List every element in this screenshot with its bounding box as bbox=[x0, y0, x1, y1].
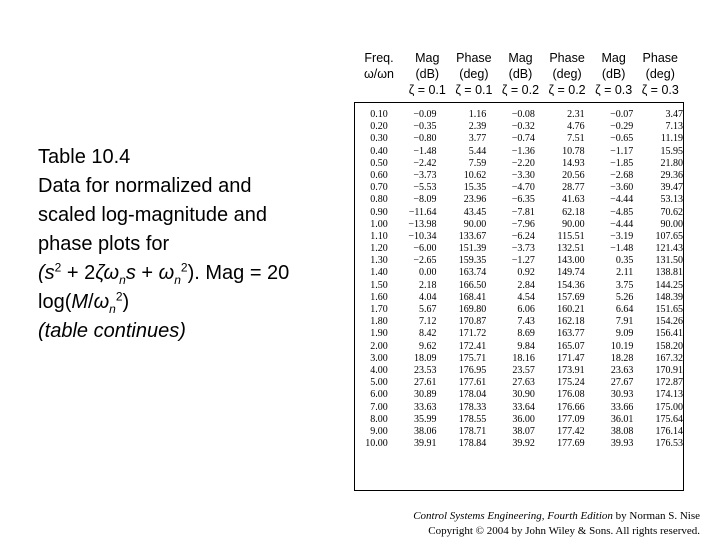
header-cell: ζ = 0.2 bbox=[548, 83, 586, 97]
data-table bbox=[354, 102, 684, 491]
value-cell: −4.70 bbox=[511, 182, 535, 194]
value-cell: 2.39 bbox=[468, 121, 487, 133]
value-cell: 33.66 bbox=[610, 401, 634, 413]
caption-log-expression bbox=[38, 288, 348, 317]
value-cell: 151.65 bbox=[655, 304, 684, 315]
freq-cell: 1.40 bbox=[370, 267, 388, 279]
value-cell: 39.93 bbox=[610, 438, 634, 450]
expr-omega: ω bbox=[158, 262, 175, 284]
value-cell: 138.81 bbox=[655, 267, 684, 279]
value-cell: 18.09 bbox=[414, 352, 437, 364]
value-cell: 177.69 bbox=[557, 438, 585, 450]
header-cell: ω/ωn bbox=[364, 67, 394, 81]
freq-cell: 9.00 bbox=[370, 425, 388, 437]
value-cell: 174.13 bbox=[655, 389, 684, 401]
value-cell: 121.43 bbox=[655, 243, 684, 255]
value-cell: 149.74 bbox=[557, 267, 585, 279]
value-cell: −0.09 bbox=[413, 109, 437, 120]
value-cell: 35.99 bbox=[414, 413, 437, 425]
value-cell: 170.91 bbox=[655, 364, 684, 376]
table-row bbox=[355, 353, 683, 365]
header-cell: Mag bbox=[415, 51, 440, 65]
value-cell: 175.24 bbox=[557, 377, 585, 389]
value-cell: 14.93 bbox=[562, 157, 585, 169]
value-cell: 7.59 bbox=[468, 157, 487, 169]
value-cell: −1.48 bbox=[413, 145, 437, 157]
header-cell: ζ = 0.1 bbox=[455, 83, 493, 97]
expr-zeta-omega: ζω bbox=[95, 262, 120, 284]
value-cell: 62.18 bbox=[562, 206, 585, 218]
footer-copyright: Copyright © 2004 by John Wiley & Sons. All rights reserved. bbox=[428, 525, 700, 537]
value-cell: 3.47 bbox=[665, 109, 684, 120]
value-cell: −0.74 bbox=[511, 133, 535, 145]
value-cell: 23.57 bbox=[512, 364, 535, 376]
table-row bbox=[355, 267, 683, 279]
value-cell: 38.07 bbox=[512, 425, 535, 437]
value-cell: −0.35 bbox=[413, 121, 437, 133]
value-cell: 90.00 bbox=[463, 218, 487, 230]
value-cell: 159.35 bbox=[458, 255, 487, 267]
header-cell: Mag bbox=[601, 51, 626, 65]
freq-cell: 6.00 bbox=[370, 389, 388, 401]
table-row bbox=[355, 109, 683, 121]
caption-line-3: scaled log-magnitude and bbox=[38, 204, 268, 226]
value-cell: 5.67 bbox=[419, 304, 437, 315]
value-cell: 15.35 bbox=[463, 182, 487, 194]
value-cell: −8.09 bbox=[413, 194, 437, 206]
value-cell: 115.51 bbox=[557, 230, 585, 242]
header-cell: Phase bbox=[456, 51, 492, 65]
freq-cell: 0.10 bbox=[370, 109, 388, 120]
value-cell: 143.00 bbox=[557, 255, 585, 267]
value-cell: −2.42 bbox=[413, 157, 437, 169]
value-cell: 4.04 bbox=[419, 291, 437, 303]
value-cell: 165.07 bbox=[557, 340, 585, 352]
value-cell: −0.65 bbox=[610, 133, 634, 145]
value-cell: 18.28 bbox=[610, 352, 634, 364]
value-cell: −5.53 bbox=[413, 182, 437, 194]
table-row bbox=[355, 341, 683, 353]
value-cell: −3.19 bbox=[610, 230, 634, 242]
value-cell: 0.00 bbox=[419, 267, 437, 279]
value-cell: 33.63 bbox=[414, 401, 437, 413]
value-cell: 9.84 bbox=[517, 340, 535, 352]
value-cell: −1.36 bbox=[511, 145, 535, 157]
value-cell: 30.93 bbox=[610, 389, 634, 401]
value-cell: −10.34 bbox=[408, 230, 437, 242]
value-cell: 169.80 bbox=[458, 304, 487, 315]
expr-sup: 2 bbox=[54, 260, 62, 275]
value-cell: 176.95 bbox=[458, 364, 487, 376]
value-cell: 28.77 bbox=[562, 182, 585, 194]
table-row bbox=[355, 133, 683, 145]
table-row bbox=[355, 194, 683, 206]
copyright-footer bbox=[413, 509, 700, 539]
table-row bbox=[355, 121, 683, 133]
value-cell: 133.67 bbox=[458, 230, 487, 242]
value-cell: 27.67 bbox=[610, 377, 634, 389]
value-cell: 178.84 bbox=[458, 438, 487, 450]
value-cell: 10.62 bbox=[463, 169, 487, 181]
value-cell: 8.42 bbox=[419, 328, 437, 340]
freq-cell: 3.00 bbox=[370, 352, 388, 364]
value-cell: 157.69 bbox=[557, 291, 585, 303]
value-cell: 36.00 bbox=[512, 413, 535, 425]
value-cell: 1.16 bbox=[468, 109, 487, 120]
table-row bbox=[355, 426, 683, 438]
header-cell: ζ = 0.2 bbox=[501, 83, 540, 97]
value-cell: 23.53 bbox=[414, 364, 437, 376]
table-row bbox=[355, 219, 683, 231]
freq-cell: 1.80 bbox=[370, 316, 388, 328]
log-sub: n bbox=[109, 302, 116, 316]
value-cell: 53.13 bbox=[660, 194, 684, 206]
value-cell: 0.92 bbox=[517, 267, 535, 279]
value-cell: 131.50 bbox=[655, 255, 684, 267]
value-cell: 177.09 bbox=[557, 413, 585, 425]
value-cell: 132.51 bbox=[557, 243, 585, 255]
value-cell: −4.85 bbox=[610, 206, 634, 218]
freq-cell: 2.00 bbox=[370, 340, 388, 352]
value-cell: −6.24 bbox=[511, 230, 535, 242]
freq-cell: 10.00 bbox=[365, 438, 388, 450]
value-cell: 9.09 bbox=[615, 328, 634, 340]
value-cell: 166.50 bbox=[458, 279, 487, 291]
header-cell: Mag bbox=[508, 51, 533, 65]
value-cell: 175.00 bbox=[655, 401, 684, 413]
value-cell: 5.26 bbox=[615, 291, 634, 303]
value-cell: 148.39 bbox=[655, 291, 684, 303]
value-cell: 175.64 bbox=[655, 413, 684, 425]
value-cell: 10.19 bbox=[610, 340, 634, 352]
freq-cell: 1.10 bbox=[370, 230, 388, 242]
header-row-3 bbox=[354, 82, 684, 98]
value-cell: 3.77 bbox=[468, 133, 487, 145]
table-row bbox=[355, 365, 683, 377]
value-cell: 167.32 bbox=[655, 352, 684, 364]
value-cell: −6.35 bbox=[511, 194, 535, 206]
book-title: Control Systems Engineering, Fourth Edition bbox=[413, 510, 613, 522]
value-cell: 39.47 bbox=[660, 182, 684, 194]
value-cell: 20.56 bbox=[562, 169, 585, 181]
freq-cell: 1.20 bbox=[370, 243, 388, 255]
table-row bbox=[355, 146, 683, 158]
value-cell: 3.75 bbox=[615, 279, 634, 291]
freq-cell: 1.30 bbox=[370, 255, 388, 267]
log-part: log( bbox=[38, 291, 72, 313]
value-cell: 156.41 bbox=[655, 328, 684, 340]
value-cell: 18.16 bbox=[512, 352, 535, 364]
value-cell: 6.06 bbox=[517, 304, 535, 315]
expr-sub: n bbox=[174, 273, 181, 287]
table-row bbox=[355, 377, 683, 389]
value-cell: 176.53 bbox=[655, 438, 684, 450]
value-cell: 158.20 bbox=[655, 340, 684, 352]
value-cell: 172.41 bbox=[458, 340, 487, 352]
value-cell: 36.01 bbox=[610, 413, 634, 425]
table-row bbox=[355, 255, 683, 267]
value-cell: 2.18 bbox=[419, 279, 437, 291]
header-cell: Phase bbox=[549, 51, 585, 65]
value-cell: 27.63 bbox=[512, 377, 535, 389]
caption-title: Table 10.4 bbox=[38, 146, 131, 168]
freq-cell: 8.00 bbox=[370, 413, 388, 425]
value-cell: 4.54 bbox=[517, 291, 535, 303]
header-cell: (dB) bbox=[415, 67, 440, 81]
value-cell: 2.84 bbox=[517, 279, 535, 291]
value-cell: 23.96 bbox=[463, 194, 487, 206]
value-cell: 9.62 bbox=[419, 340, 437, 352]
table-row bbox=[355, 316, 683, 328]
value-cell: −1.85 bbox=[610, 157, 634, 169]
value-cell: −4.44 bbox=[610, 194, 634, 206]
table-caption bbox=[38, 143, 348, 346]
freq-cell: 0.50 bbox=[370, 157, 388, 169]
value-cell: 171.72 bbox=[458, 328, 487, 340]
caption-continues: (table continues) bbox=[38, 320, 186, 342]
value-cell: 10.78 bbox=[562, 145, 585, 157]
expr-part: + bbox=[135, 262, 159, 284]
freq-cell: 0.80 bbox=[370, 194, 388, 206]
table-row bbox=[355, 182, 683, 194]
freq-cell: 1.00 bbox=[370, 218, 388, 230]
value-cell: −11.64 bbox=[408, 206, 437, 218]
value-cell: 154.36 bbox=[557, 279, 585, 291]
value-cell: 7.13 bbox=[665, 121, 684, 133]
table-row bbox=[355, 170, 683, 182]
header-row-2 bbox=[354, 66, 684, 82]
value-cell: 90.00 bbox=[562, 218, 585, 230]
caption-line-4: phase plots for bbox=[38, 233, 170, 255]
value-cell: 43.45 bbox=[463, 206, 487, 218]
value-cell: −0.32 bbox=[511, 121, 535, 133]
header-cell: ζ = 0.1 bbox=[408, 83, 446, 97]
value-cell: 7.12 bbox=[419, 316, 437, 328]
value-cell: 171.47 bbox=[557, 352, 585, 364]
header-cell: ζ = 0.3 bbox=[595, 83, 633, 97]
value-cell: 2.11 bbox=[616, 267, 634, 279]
table-headers bbox=[354, 50, 684, 98]
value-cell: 176.08 bbox=[557, 389, 585, 401]
freq-cell: 4.00 bbox=[370, 364, 388, 376]
book-author: by Norman S. Nise bbox=[612, 510, 700, 522]
value-cell: 163.74 bbox=[458, 267, 487, 279]
table-row bbox=[355, 158, 683, 170]
header-cell: ζ = 0.3 bbox=[641, 83, 679, 97]
value-cell: 178.71 bbox=[458, 425, 487, 437]
value-cell: 7.91 bbox=[615, 316, 634, 328]
value-cell: −0.80 bbox=[413, 133, 437, 145]
table-row bbox=[355, 328, 683, 340]
value-cell: 30.89 bbox=[414, 389, 437, 401]
expr-sup: 2 bbox=[180, 260, 188, 275]
table-row bbox=[355, 280, 683, 292]
value-cell: 30.90 bbox=[512, 389, 535, 401]
freq-cell: 1.60 bbox=[370, 291, 388, 303]
header-cell: (deg) bbox=[552, 67, 582, 81]
log-part: ) bbox=[122, 291, 130, 313]
table-row bbox=[355, 231, 683, 243]
expr-part: ). Mag = 20 bbox=[187, 262, 290, 284]
caption-line-2: Data for normalized and bbox=[38, 175, 252, 197]
value-cell: −3.30 bbox=[511, 169, 535, 181]
value-cell: 5.44 bbox=[468, 145, 487, 157]
expr-part: + 2 bbox=[61, 262, 96, 284]
value-cell: 0.35 bbox=[615, 255, 634, 267]
freq-cell: 0.30 bbox=[370, 133, 388, 145]
freq-cell: 7.00 bbox=[370, 401, 388, 413]
expr-part: (s bbox=[38, 262, 55, 284]
value-cell: 173.91 bbox=[557, 364, 585, 376]
log-sup: 2 bbox=[115, 289, 123, 304]
expr-sub: n bbox=[119, 273, 126, 287]
freq-cell: 0.70 bbox=[370, 182, 388, 194]
value-cell: 7.51 bbox=[567, 133, 585, 145]
header-cell: (dB) bbox=[601, 67, 626, 81]
value-cell: 168.41 bbox=[458, 291, 487, 303]
header-cell bbox=[354, 82, 404, 98]
value-cell: −0.08 bbox=[511, 109, 535, 120]
value-cell: 8.69 bbox=[517, 328, 535, 340]
value-cell: 177.42 bbox=[557, 425, 585, 437]
value-cell: 162.18 bbox=[557, 316, 585, 328]
value-cell: −3.60 bbox=[610, 182, 634, 194]
value-cell: 154.26 bbox=[655, 316, 684, 328]
value-cell: 23.63 bbox=[610, 364, 634, 376]
value-cell: −13.98 bbox=[408, 218, 437, 230]
value-cell: 178.04 bbox=[458, 389, 487, 401]
log-part: / bbox=[88, 291, 94, 313]
table-row bbox=[355, 389, 683, 401]
freq-cell: 0.90 bbox=[370, 206, 388, 218]
value-cell: −0.07 bbox=[610, 109, 634, 120]
log-part: M bbox=[71, 291, 89, 313]
value-cell: 177.61 bbox=[458, 377, 487, 389]
value-cell: 178.33 bbox=[458, 401, 487, 413]
value-cell: 176.14 bbox=[655, 425, 684, 437]
value-cell: 29.36 bbox=[660, 169, 684, 181]
value-cell: 144.25 bbox=[655, 279, 684, 291]
value-cell: 175.71 bbox=[458, 352, 487, 364]
value-cell: 38.08 bbox=[610, 425, 634, 437]
value-cell: −3.73 bbox=[511, 243, 535, 255]
value-cell: 7.43 bbox=[517, 316, 535, 328]
table-row bbox=[355, 438, 683, 450]
header-cell: (dB) bbox=[508, 67, 533, 81]
table-row bbox=[355, 414, 683, 426]
value-cell: 107.65 bbox=[655, 230, 684, 242]
freq-cell: 1.50 bbox=[370, 279, 388, 291]
freq-cell: 5.00 bbox=[370, 377, 388, 389]
value-cell: −6.00 bbox=[413, 243, 437, 255]
freq-cell: 0.60 bbox=[370, 169, 388, 181]
value-cell: 6.64 bbox=[615, 304, 634, 315]
header-cell: (deg) bbox=[645, 67, 675, 81]
value-cell: 170.87 bbox=[458, 316, 487, 328]
value-cell: 21.80 bbox=[660, 157, 684, 169]
footer-line-1 bbox=[413, 509, 700, 524]
value-cell: −2.20 bbox=[511, 157, 535, 169]
value-cell: −1.27 bbox=[511, 255, 535, 267]
value-cell: −3.73 bbox=[413, 169, 437, 181]
table-row bbox=[355, 207, 683, 219]
value-cell: 4.76 bbox=[567, 121, 585, 133]
value-cell: 41.63 bbox=[562, 194, 585, 206]
value-cell: 151.39 bbox=[458, 243, 487, 255]
value-cell: 15.95 bbox=[660, 145, 684, 157]
freq-cell: 0.20 bbox=[370, 121, 388, 133]
log-omega: ω bbox=[93, 291, 110, 313]
value-cell: 39.92 bbox=[512, 438, 535, 450]
caption-expression bbox=[38, 259, 348, 288]
value-cell: 27.61 bbox=[414, 377, 437, 389]
table-row bbox=[355, 243, 683, 255]
value-cell: 33.64 bbox=[512, 401, 535, 413]
value-cell: −1.17 bbox=[610, 145, 634, 157]
header-row-1 bbox=[354, 50, 684, 66]
freq-cell: 1.70 bbox=[370, 304, 388, 315]
value-cell: 39.91 bbox=[414, 438, 437, 450]
table-row bbox=[355, 304, 683, 316]
freq-cell: 0.40 bbox=[370, 145, 388, 157]
value-cell: −7.81 bbox=[511, 206, 535, 218]
value-cell: −4.44 bbox=[610, 218, 634, 230]
value-cell: 178.55 bbox=[458, 413, 487, 425]
header-cell: Freq. bbox=[364, 51, 394, 65]
value-cell: −2.65 bbox=[413, 255, 437, 267]
value-cell: −0.29 bbox=[610, 121, 634, 133]
value-cell: 2.31 bbox=[567, 109, 585, 120]
table-row bbox=[355, 292, 683, 304]
value-cell: 163.77 bbox=[557, 328, 585, 340]
value-cell: 90.00 bbox=[660, 218, 684, 230]
value-cell: 172.87 bbox=[655, 377, 684, 389]
value-cell: −7.96 bbox=[511, 218, 535, 230]
value-cell: 11.19 bbox=[660, 133, 684, 145]
value-cell: −1.48 bbox=[610, 243, 634, 255]
expr-part: s bbox=[125, 262, 136, 284]
value-cell: 38.06 bbox=[414, 425, 437, 437]
value-cell: 70.62 bbox=[660, 206, 684, 218]
table-row bbox=[355, 402, 683, 414]
freq-cell: 1.90 bbox=[370, 328, 388, 340]
value-cell: −2.68 bbox=[610, 169, 634, 181]
value-cell: 176.66 bbox=[557, 401, 585, 413]
value-cell: 160.21 bbox=[557, 304, 585, 315]
header-cell: (deg) bbox=[459, 67, 489, 81]
header-cell: Phase bbox=[642, 51, 678, 65]
